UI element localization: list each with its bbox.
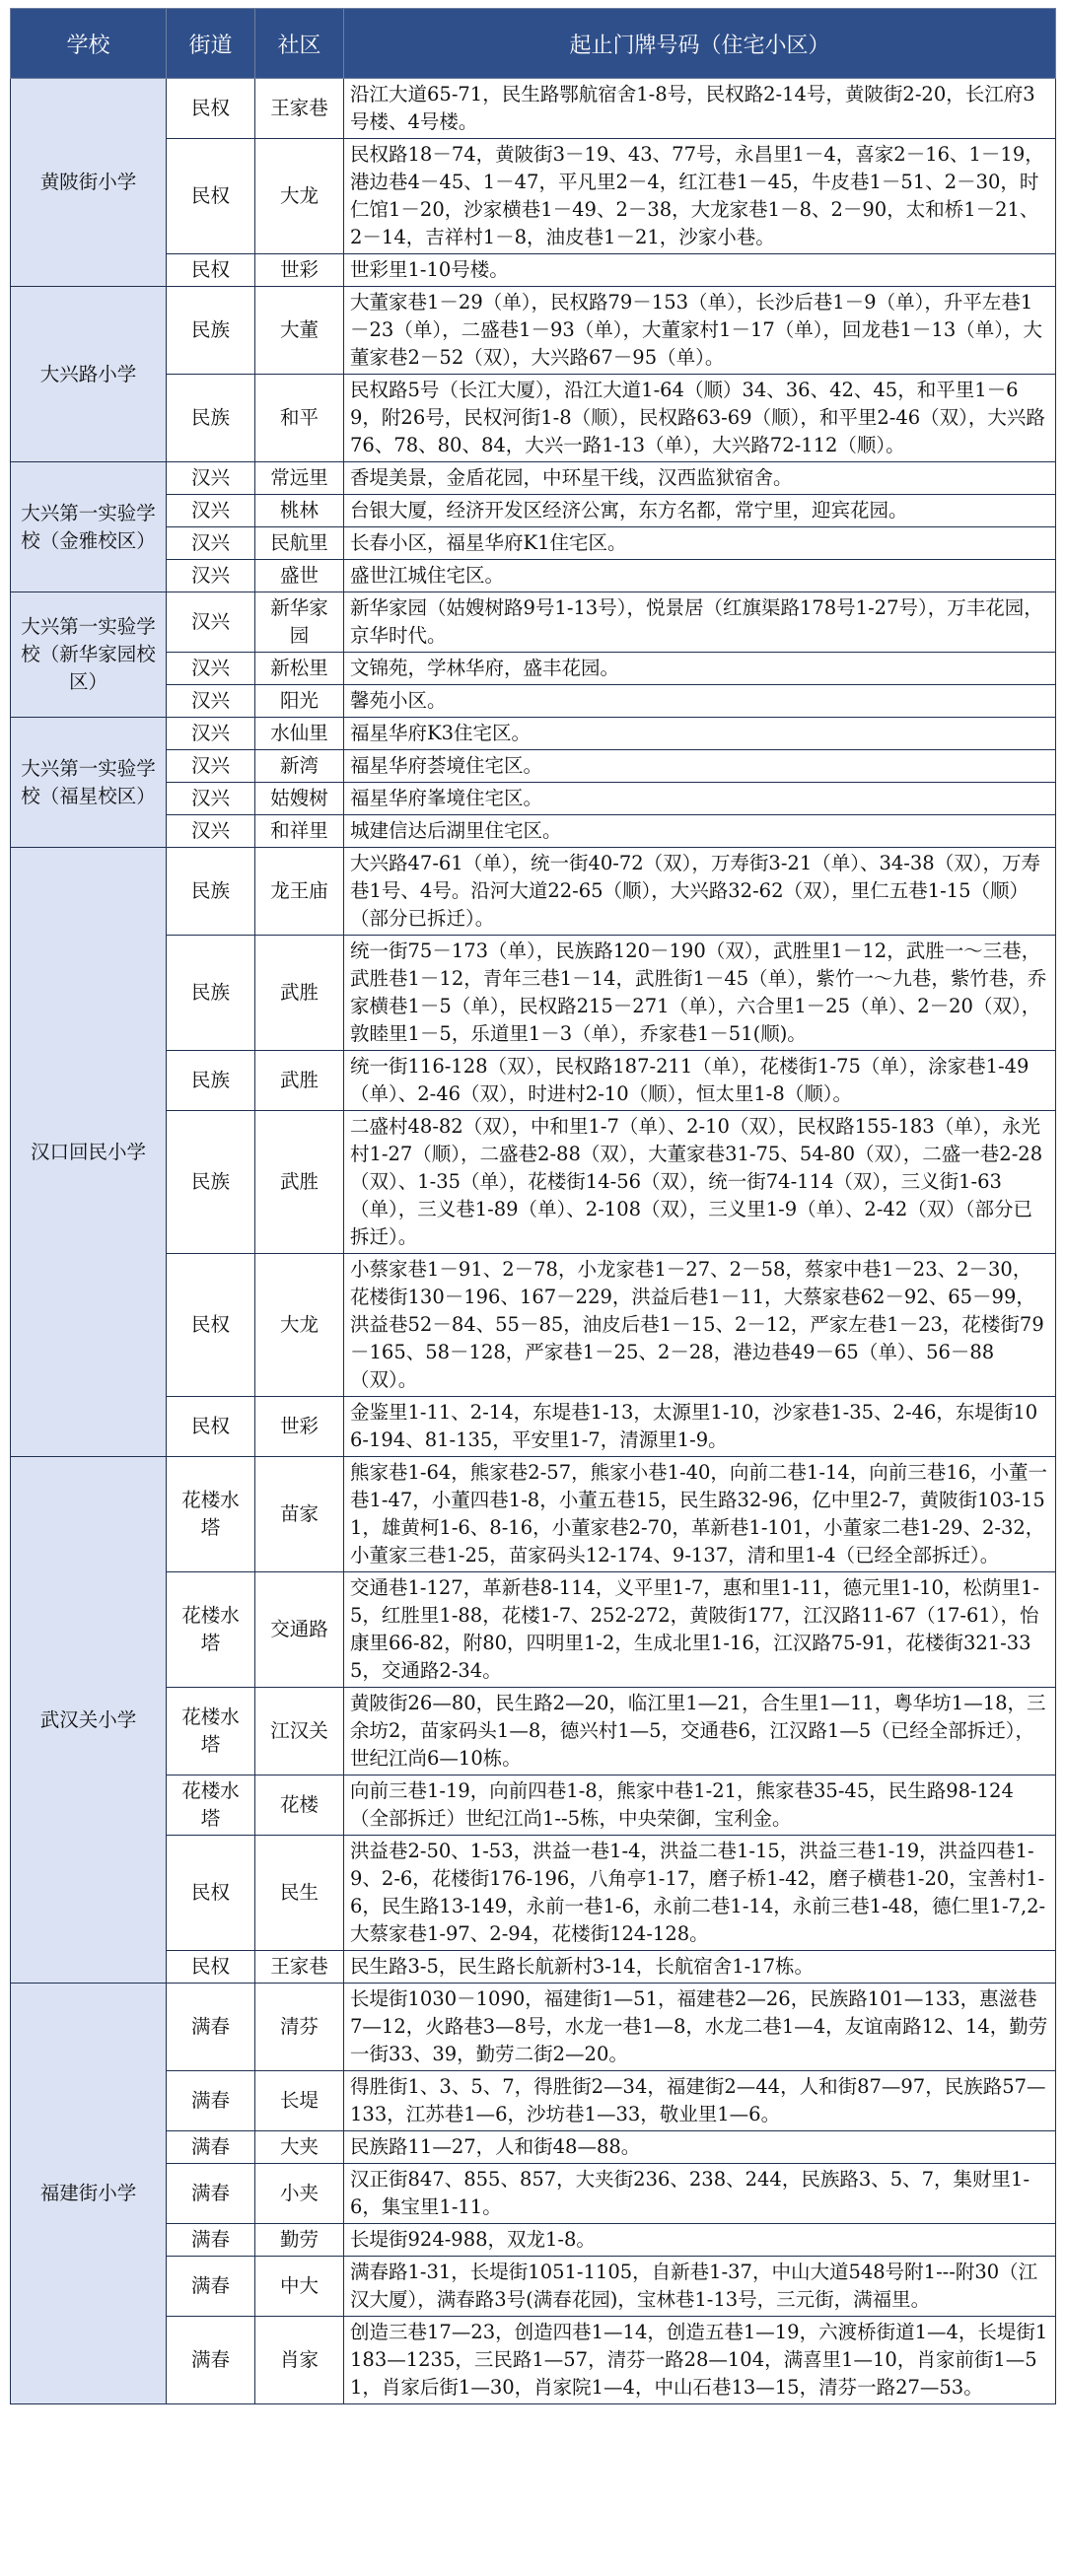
- street-cell: 满春: [167, 2164, 255, 2224]
- community-cell: 武胜: [255, 1051, 344, 1111]
- address-range-cell: 世彩里1-10号楼。: [344, 254, 1056, 287]
- table-row: [11, 1397, 1056, 1457]
- street-cell: 汉兴: [167, 783, 255, 815]
- table-row: [11, 685, 1056, 718]
- table-row: [11, 2071, 1056, 2131]
- address-range-cell: 二盛村48-82（双），中和里1-7（单）、2-10（双），民权路155-183（单），永光村1-27（顺），二盛巷2-88（双），大董家巷31-75、54-80（双），二盛一巷2-28（双）、1-35（单），花楼街14-56（双），统一街74-114（双），三义街1-63（单），三义巷1-89（单）、2-108（双），三义里1-9（单）、2-42（双）（部分已拆迁）。: [344, 1111, 1056, 1254]
- community-cell: 盛世: [255, 560, 344, 592]
- street-cell: 满春: [167, 1984, 255, 2071]
- community-cell: 长堤: [255, 2071, 344, 2131]
- street-cell: 花楼水塔: [167, 1457, 255, 1572]
- table-row: [11, 495, 1056, 527]
- address-range-cell: 馨苑小区。: [344, 685, 1056, 718]
- school-name-cell: 大兴路小学: [11, 287, 167, 462]
- street-cell: 民族: [167, 375, 255, 462]
- table-row: [11, 815, 1056, 848]
- street-cell: 民族: [167, 1111, 255, 1254]
- address-range-cell: 长堤街924-988，双龙1-8。: [344, 2224, 1056, 2257]
- community-cell: 小夹: [255, 2164, 344, 2224]
- address-range-cell: 福星华府荟境住宅区。: [344, 750, 1056, 783]
- address-range-cell: 创造三巷17—23，创造四巷1—14，创造五巷1—19，六渡桥街道1—4，长堤街1183—1235，三民路1—57，清芬一路28—104，满喜里1—10，肖家前街1—51，肖家后街1—30，肖家院1—4，中山石巷13—15，清芬一路27—53。: [344, 2317, 1056, 2404]
- community-cell: 大夹: [255, 2131, 344, 2164]
- table-row: [11, 1572, 1056, 1688]
- address-range-cell: 金鉴里1-11、2-14，东堤巷1-13，太源里1-10，沙家巷1-35、2-46，东堤街106-194、81-135，平安里1-7，清源里1-9。: [344, 1397, 1056, 1457]
- community-cell: 苗家: [255, 1457, 344, 1572]
- address-range-cell: 满春路1-31，长堤街1051-1105，自新巷1-37，中山大道548号附1---附30（江汉大厦），满春路3号(满春花园)，宝林巷1-13号，三元街，满福里。: [344, 2257, 1056, 2317]
- table-row: [11, 1951, 1056, 1984]
- street-cell: 民权: [167, 1951, 255, 1984]
- community-cell: 和祥里: [255, 815, 344, 848]
- table-row: [11, 2131, 1056, 2164]
- table-row: [11, 254, 1056, 287]
- table-row: [11, 2164, 1056, 2224]
- street-cell: 汉兴: [167, 653, 255, 685]
- table-row: [11, 287, 1056, 375]
- street-cell: 汉兴: [167, 462, 255, 495]
- address-range-cell: 汉正街847、855、857，大夹街236、238、244，民族路3、5、7，集财里1-6，集宝里1-11。: [344, 2164, 1056, 2224]
- address-range-cell: 盛世江城住宅区。: [344, 560, 1056, 592]
- street-cell: 民权: [167, 79, 255, 139]
- street-cell: 民族: [167, 287, 255, 375]
- street-cell: 民权: [167, 254, 255, 287]
- address-range-cell: 统一街116-128（双），民权路187-211（单），花楼街1-75（单），涂家巷1-49（单）、2-46（双），时进村2-10（顺），恒太里1-8（顺）。: [344, 1051, 1056, 1111]
- address-range-cell: 台银大厦，经济开发区经济公寓，东方名都，常宁里，迎宾花园。: [344, 495, 1056, 527]
- street-cell: 民权: [167, 1836, 255, 1951]
- school-name-cell: 大兴第一实验学校（新华家园校区）: [11, 592, 167, 718]
- street-cell: 汉兴: [167, 815, 255, 848]
- street-cell: 汉兴: [167, 685, 255, 718]
- table-row: [11, 79, 1056, 139]
- school-district-table: [10, 8, 1056, 2404]
- community-cell: 桃林: [255, 495, 344, 527]
- community-cell: 新松里: [255, 653, 344, 685]
- community-cell: 交通路: [255, 1572, 344, 1688]
- street-cell: 民族: [167, 936, 255, 1051]
- school-name-cell: 黄陂街小学: [11, 79, 167, 287]
- table-row: [11, 2257, 1056, 2317]
- table-row: [11, 1836, 1056, 1951]
- community-cell: 中大: [255, 2257, 344, 2317]
- community-cell: 大董: [255, 287, 344, 375]
- header-street: 街道: [167, 9, 255, 79]
- table-row: [11, 375, 1056, 462]
- table-row: [11, 2317, 1056, 2404]
- address-range-cell: 福星华府峯境住宅区。: [344, 783, 1056, 815]
- street-cell: 满春: [167, 2257, 255, 2317]
- community-cell: 大龙: [255, 139, 344, 254]
- address-range-cell: 交通巷1-127，革新巷8-114，义平里1-7，惠和里1-11，德元里1-10，松荫里1-5，红胜里1-88，花楼1-7、252-272，黄陂街177，江汉路11-67（17-61），怡康里66-82，附80，四明里1-2，生成北里1-16，江汉路75-91，花楼街321-335，交通路2-34。: [344, 1572, 1056, 1688]
- address-range-cell: 大兴路47-61（单），统一街40-72（双），万寿街3-21（单）、34-38（双），万寿巷1号、4号。沿河大道22-65（顺），大兴路32-62（双），里仁五巷1-15（顺）（部分已拆迁）。: [344, 848, 1056, 936]
- school-name-cell: 福建街小学: [11, 1984, 167, 2404]
- community-cell: 龙王庙: [255, 848, 344, 936]
- community-cell: 常远里: [255, 462, 344, 495]
- table-row: [11, 718, 1056, 750]
- table-row: [11, 592, 1056, 653]
- table-row: [11, 1111, 1056, 1254]
- community-cell: 世彩: [255, 254, 344, 287]
- table-body: [11, 79, 1056, 2404]
- street-cell: 民权: [167, 1254, 255, 1397]
- street-cell: 汉兴: [167, 592, 255, 653]
- address-range-cell: 新华家园（姑嫂树路9号1-13号），悦景居（红旗渠路178号1-27号），万丰花园，京华时代。: [344, 592, 1056, 653]
- table-row: [11, 560, 1056, 592]
- table-row: [11, 139, 1056, 254]
- community-cell: 武胜: [255, 936, 344, 1051]
- address-range-cell: 民族路11—27，人和街48—88。: [344, 2131, 1056, 2164]
- address-range-cell: 长堤街1030－1090，福建街1—51，福建巷2—26，民族路101—133，惠滋巷7—12，火路巷3—8号，水龙一巷1—8，水龙二巷1—4，友谊南路12、14，勤劳一街33、39，勤劳二街2—20。: [344, 1984, 1056, 2071]
- community-cell: 大龙: [255, 1254, 344, 1397]
- table-row: [11, 462, 1056, 495]
- community-cell: 肖家: [255, 2317, 344, 2404]
- community-cell: 江汉关: [255, 1688, 344, 1775]
- street-cell: 民权: [167, 1397, 255, 1457]
- address-range-cell: 黄陂街26—80，民生路2—20，临江里1—21，合生里1—11，粤华坊1—18，三余坊2，苗家码头1—8，德兴村1—5，交通巷6，江汉路1—5（已经全部拆迁），世纪江尚6—10栋。: [344, 1688, 1056, 1775]
- community-cell: 世彩: [255, 1397, 344, 1457]
- table-row: [11, 2224, 1056, 2257]
- street-cell: 汉兴: [167, 718, 255, 750]
- community-cell: 民生: [255, 1836, 344, 1951]
- table-row: [11, 783, 1056, 815]
- address-range-cell: 城建信达后湖里住宅区。: [344, 815, 1056, 848]
- table-row: [11, 1775, 1056, 1836]
- table-row: [11, 936, 1056, 1051]
- street-cell: 花楼水塔: [167, 1775, 255, 1836]
- table-row: [11, 750, 1056, 783]
- school-name-cell: 大兴第一实验学校（福星校区）: [11, 718, 167, 848]
- table-row: [11, 653, 1056, 685]
- school-name-cell: 武汉关小学: [11, 1457, 167, 1984]
- table-row: [11, 1984, 1056, 2071]
- address-range-cell: 洪益巷2-50、1-53，洪益一巷1-4，洪益二巷1-15，洪益三巷1-19，洪益四巷1-9、2-6，花楼街176-196，八角亭1-17，磨子桥1-42，磨子横巷1-20，宝善村1-6，民生路13-149，永前一巷1-6，永前二巷1-14，永前三巷1-48，德仁里1-7,2-大蔡家巷1-97、2-94，花楼街124-128。: [344, 1836, 1056, 1951]
- address-range-cell: 熊家巷1-64，熊家巷2-57，熊家小巷1-40，向前二巷1-14，向前三巷16，小董一巷1-47，小董四巷1-8，小董五巷15，民生路32-96，亿中里2-7，黄陂街103-151，雄黄柯1-6、8-16，小董家巷2-70，革新巷1-101，小董家二巷1-29、2-32，小董家三巷1-25，苗家码头12-174、9-137，清和里1-4（已经全部拆迁）。: [344, 1457, 1056, 1572]
- header-community: 社区: [255, 9, 344, 79]
- community-cell: 民航里: [255, 527, 344, 560]
- school-name-cell: 大兴第一实验学校（金雅校区）: [11, 462, 167, 592]
- address-range-cell: 沿江大道65-71，民生路鄂航宿舍1-8号，民权路2-14号，黄陂街2-20，长江府3号楼、4号楼。: [344, 79, 1056, 139]
- address-range-cell: 向前三巷1-19，向前四巷1-8，熊家中巷1-21，熊家巷35-45，民生路98-124（全部拆迁）世纪江尚1--5栋，中央荣御，宝利金。: [344, 1775, 1056, 1836]
- header-school: 学校: [11, 9, 167, 79]
- street-cell: 汉兴: [167, 495, 255, 527]
- community-cell: 姑嫂树: [255, 783, 344, 815]
- table-row: [11, 848, 1056, 936]
- address-range-cell: 长春小区，福星华府K1住宅区。: [344, 527, 1056, 560]
- address-range-cell: 大董家巷1－29（单），民权路79－153（单），长沙后巷1－9（单），升平左巷1－23（单），二盛巷1－93（单），大董家村1－17（单），回龙巷1－13（单），大董家巷2－52（双），大兴路67－95（单）。: [344, 287, 1056, 375]
- community-cell: 勤劳: [255, 2224, 344, 2257]
- street-cell: 民权: [167, 139, 255, 254]
- table-header-row: [11, 9, 1056, 79]
- street-cell: 满春: [167, 2071, 255, 2131]
- street-cell: 民族: [167, 1051, 255, 1111]
- community-cell: 和平: [255, 375, 344, 462]
- address-range-cell: 得胜街1、3、5、7，得胜街2—34，福建街2—44，人和街87—97，民族路57—133，江苏巷1—6，沙坊巷1—33，敬业里1—6。: [344, 2071, 1056, 2131]
- community-cell: 新湾: [255, 750, 344, 783]
- address-range-cell: 文锦苑，学林华府，盛丰花园。: [344, 653, 1056, 685]
- table-row: [11, 1457, 1056, 1572]
- street-cell: 汉兴: [167, 560, 255, 592]
- community-cell: 新华家园: [255, 592, 344, 653]
- street-cell: 汉兴: [167, 527, 255, 560]
- address-range-cell: 福星华府K3住宅区。: [344, 718, 1056, 750]
- community-cell: 王家巷: [255, 1951, 344, 1984]
- table-row: [11, 527, 1056, 560]
- header-addresses: 起止门牌号码（住宅小区）: [344, 9, 1056, 79]
- address-range-cell: 统一街75－173（单），民族路120－190（双），武胜里1－12，武胜一～三巷，武胜巷1－12，青年三巷1－14，武胜街1－45（单），紫竹一～九巷，紫竹巷，乔家横巷1－5（单），民权路215－271（单），六合里1－25（单）、2－20（双），敦睦里1－5，乐道里1－3（单），乔家巷1－51(顺)。: [344, 936, 1056, 1051]
- street-cell: 满春: [167, 2131, 255, 2164]
- community-cell: 阳光: [255, 685, 344, 718]
- community-cell: 王家巷: [255, 79, 344, 139]
- street-cell: 民族: [167, 848, 255, 936]
- street-cell: 汉兴: [167, 750, 255, 783]
- street-cell: 满春: [167, 2224, 255, 2257]
- community-cell: 武胜: [255, 1111, 344, 1254]
- address-range-cell: 民生路3-5，民生路长航新村3-14，长航宿舍1-17栋。: [344, 1951, 1056, 1984]
- street-cell: 花楼水塔: [167, 1688, 255, 1775]
- school-name-cell: 汉口回民小学: [11, 848, 167, 1457]
- street-cell: 花楼水塔: [167, 1572, 255, 1688]
- table-row: [11, 1254, 1056, 1397]
- community-cell: 清芬: [255, 1984, 344, 2071]
- address-range-cell: 香堤美景，金盾花园，中环星干线，汉西监狱宿舍。: [344, 462, 1056, 495]
- address-range-cell: 民权路18－74，黄陂街3－19、43、77号，永昌里1－4，喜家2－16、1－19，港边巷4－45、1－47，平凡里2－4，红江巷1－45，牛皮巷1－51、2－30，时仁馆1－20，沙家横巷1－49、2－38，大龙家巷1－8、2－90，太和桥1－21、2－14，吉祥村1－8，油皮巷1－21，沙家小巷。: [344, 139, 1056, 254]
- community-cell: 花楼: [255, 1775, 344, 1836]
- street-cell: 满春: [167, 2317, 255, 2404]
- address-range-cell: 小蔡家巷1－91、2－78，小龙家巷1－27、2－58，蔡家中巷1－23、2－30，花楼街130－196、167－229，洪益后巷1－11，大蔡家巷62－92、65－99，洪益巷52－84、55－85，油皮后巷1－15、2－12，严家左巷1－23，花楼街79－165、58－128，严家巷1－25、2－28，港边巷49－65（单）、56－88（双）。: [344, 1254, 1056, 1397]
- address-range-cell: 民权路5号（长江大厦），沿江大道1-64（顺）34、36、42、45，和平里1－69，附26号，民权河街1-8（顺），民权路63-69（顺），和平里2-46（双），大兴路76、78、80、84，大兴一路1-13（单），大兴路72-112（顺）。: [344, 375, 1056, 462]
- community-cell: 水仙里: [255, 718, 344, 750]
- table-row: [11, 1688, 1056, 1775]
- table-row: [11, 1051, 1056, 1111]
